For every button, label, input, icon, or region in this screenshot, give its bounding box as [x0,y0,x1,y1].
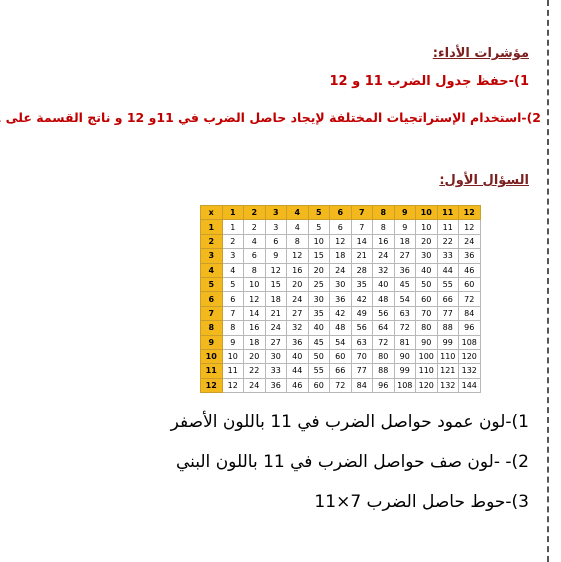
table-cell: 24 [265,321,287,335]
table-cell: 3 [265,220,287,234]
table-column-header: 2 [244,206,266,220]
table-cell: 45 [394,277,416,291]
table-cell: 46 [287,378,309,392]
table-cell: 6 [265,234,287,248]
table-cell: 9 [265,249,287,263]
table-cell: 60 [308,378,330,392]
table-cell: 50 [308,349,330,363]
table-cell: 35 [308,306,330,320]
table-cell: 20 [308,263,330,277]
table-cell: 1 [222,220,244,234]
table-cell: 70 [351,349,373,363]
table-cell: 18 [265,292,287,306]
table-cell: 36 [287,335,309,349]
table-row [201,321,481,335]
table-cell: 24 [244,378,266,392]
question-title: السؤال الأول: [439,173,529,188]
table-cell: 28 [351,263,373,277]
table-cell: 5 [308,220,330,234]
table-cell: 99 [437,335,459,349]
table-cell: 120 [459,349,481,363]
table-cell: 70 [416,306,438,320]
table-cell: 81 [394,335,416,349]
table-cell: 24 [330,263,352,277]
table-column-header: 6 [330,206,352,220]
table-cell: 110 [416,364,438,378]
table-cell: 55 [437,277,459,291]
table-cell: 90 [394,349,416,363]
table-cell: 8 [244,263,266,277]
table-row [201,277,481,291]
task-2: 2)- -لون صف حواصل الضرب في 11 باللون البني [175,452,529,472]
table-row [201,349,481,363]
table-cell: 60 [459,277,481,291]
table-cell: 7 [351,220,373,234]
indicators-title: مؤشرات الأداء: [432,46,529,61]
table-cell: 40 [287,349,309,363]
table-cell: 88 [437,321,459,335]
table-cell: 18 [244,335,266,349]
table-cell: 4 [287,220,309,234]
table-cell: 2 [222,234,244,248]
table-column-header: 7 [351,206,373,220]
table-cell: 6 [330,220,352,234]
table-row-header: 2 [201,234,223,248]
table-cell: 56 [373,306,395,320]
table-cell: 66 [330,364,352,378]
table-cell: 12 [287,249,309,263]
table-cell: 72 [373,335,395,349]
indicator-item-2: 2)-استخدام الإستراتجيات المختلفة لإيجاد حاصل الضرب في 11و 12 و ناتج القسمة على [5,110,541,125]
table-cell: 22 [244,364,266,378]
table-cell: 18 [330,249,352,263]
table-cell: 2 [244,220,266,234]
table-cell: 45 [308,335,330,349]
table-cell: 4 [222,263,244,277]
table-cell: 121 [437,364,459,378]
table-cell: 36 [265,378,287,392]
table-cell: 12 [330,234,352,248]
table-cell: 10 [222,349,244,363]
table-cell: 66 [437,292,459,306]
table-cell: 44 [287,364,309,378]
table-cell: 11 [222,364,244,378]
table-cell: 48 [330,321,352,335]
table-cell: 144 [459,378,481,392]
table-cell: 16 [373,234,395,248]
table-column-header: 11 [437,206,459,220]
table-header-row [201,206,481,220]
table-cell: 27 [394,249,416,263]
table-cell: 27 [265,335,287,349]
table-row-header: 1 [201,220,223,234]
table-cell: 88 [373,364,395,378]
table-row [201,378,481,392]
task-3: 3)-حوط حاصل الضرب 7×11 [314,492,529,512]
table-cell: 49 [351,306,373,320]
table-cell: 72 [459,292,481,306]
table-cell: 25 [308,277,330,291]
table-row-header: 9 [201,335,223,349]
table-cell: 100 [416,349,438,363]
table-row-header: 6 [201,292,223,306]
table-cell: 15 [308,249,330,263]
table-cell: 22 [437,234,459,248]
table-cell: 6 [222,292,244,306]
table-cell: 132 [437,378,459,392]
table-cell: 8 [287,234,309,248]
table-cell: 4 [244,234,266,248]
table-cell: 80 [416,321,438,335]
table-cell: 36 [459,249,481,263]
table-column-header: 12 [459,206,481,220]
table-cell: 14 [244,306,266,320]
table-column-header: 1 [222,206,244,220]
table-cell: 77 [437,306,459,320]
table-cell: 16 [244,321,266,335]
table-cell: 63 [394,306,416,320]
table-cell: 21 [351,249,373,263]
table-cell: 20 [244,349,266,363]
table-cell: 56 [351,321,373,335]
table-cell: 96 [459,321,481,335]
table-cell: 18 [394,234,416,248]
table-column-header: 8 [373,206,395,220]
table-row [201,306,481,320]
table-cell: 63 [351,335,373,349]
table-cell: 12 [244,292,266,306]
table-cell: 8 [373,220,395,234]
table-cell: 33 [265,364,287,378]
table-cell: 60 [416,292,438,306]
table-cell: 35 [351,277,373,291]
table-cell: 10 [416,220,438,234]
table-row-header: 4 [201,263,223,277]
table-cell: 16 [287,263,309,277]
table-cell: 33 [437,249,459,263]
multiplication-table [200,205,481,393]
indicator-item-1: 1)-حفظ جدول الضرب 11 و 12 [329,74,529,89]
table-cell: 80 [373,349,395,363]
table-cell: 132 [459,364,481,378]
table-cell: 24 [459,234,481,248]
table-cell: 46 [459,263,481,277]
table-row-header: 3 [201,249,223,263]
table-cell: 30 [308,292,330,306]
table-row-header: 11 [201,364,223,378]
table-cell: 30 [416,249,438,263]
table-cell: 77 [351,364,373,378]
table-cell: 30 [265,349,287,363]
table-cell: 36 [330,292,352,306]
table-cell: 9 [394,220,416,234]
table-cell: 10 [244,277,266,291]
table-cell: 40 [373,277,395,291]
table-cell: 120 [416,378,438,392]
table-cell: 12 [222,378,244,392]
table-cell: 44 [437,263,459,277]
table-cell: 40 [416,263,438,277]
table-column-header: 9 [394,206,416,220]
table-cell: 3 [222,249,244,263]
table-cell: 15 [265,277,287,291]
table-cell: 9 [222,335,244,349]
table-cell: 55 [308,364,330,378]
table-cell: 20 [416,234,438,248]
table-cell: 60 [330,349,352,363]
table-cell: 11 [437,220,459,234]
table-cell: 42 [330,306,352,320]
table-column-header: 10 [416,206,438,220]
table-cell: 54 [394,292,416,306]
table-row [201,263,481,277]
table-cell: 99 [394,364,416,378]
table-cell: 5 [222,277,244,291]
table-cell: 108 [459,335,481,349]
table-cell: 6 [244,249,266,263]
table-column-header: 5 [308,206,330,220]
task-1: 1)-لون عمود حواصل الضرب في 11 باللون الأصفر [170,412,529,432]
table-cell: 40 [308,321,330,335]
table-cell: 108 [394,378,416,392]
table-row [201,234,481,248]
table-cell: 54 [330,335,352,349]
table-cell: 42 [351,292,373,306]
table-row-header: 8 [201,321,223,335]
table-cell: 32 [287,321,309,335]
table-row-header: 5 [201,277,223,291]
table-cell: 90 [416,335,438,349]
table-row [201,364,481,378]
table-cell: 110 [437,349,459,363]
table-cell: 96 [373,378,395,392]
table-cell: 27 [287,306,309,320]
table-cell: 12 [265,263,287,277]
table-cell: 72 [394,321,416,335]
table-cell: 48 [373,292,395,306]
table-cell: 30 [330,277,352,291]
table-cell: 84 [351,378,373,392]
table-cell: 24 [287,292,309,306]
table-cell: 24 [373,249,395,263]
table-row [201,292,481,306]
table-row [201,220,481,234]
table-cell: 12 [459,220,481,234]
table-cell: 21 [265,306,287,320]
table-cell: 32 [373,263,395,277]
table-cell: 84 [459,306,481,320]
table-row [201,249,481,263]
table-row-header: 7 [201,306,223,320]
table-corner-cell: x [201,206,223,220]
table-cell: 20 [287,277,309,291]
table-cell: 50 [416,277,438,291]
table-cell: 8 [222,321,244,335]
table-cell: 7 [222,306,244,320]
table-column-header: 4 [287,206,309,220]
page-right-border [547,0,549,562]
table-row-header: 12 [201,378,223,392]
table-row [201,335,481,349]
table-cell: 10 [308,234,330,248]
table-cell: 64 [373,321,395,335]
table-cell: 36 [394,263,416,277]
table-cell: 14 [351,234,373,248]
table-cell: 72 [330,378,352,392]
table-row-header: 10 [201,349,223,363]
table-column-header: 3 [265,206,287,220]
